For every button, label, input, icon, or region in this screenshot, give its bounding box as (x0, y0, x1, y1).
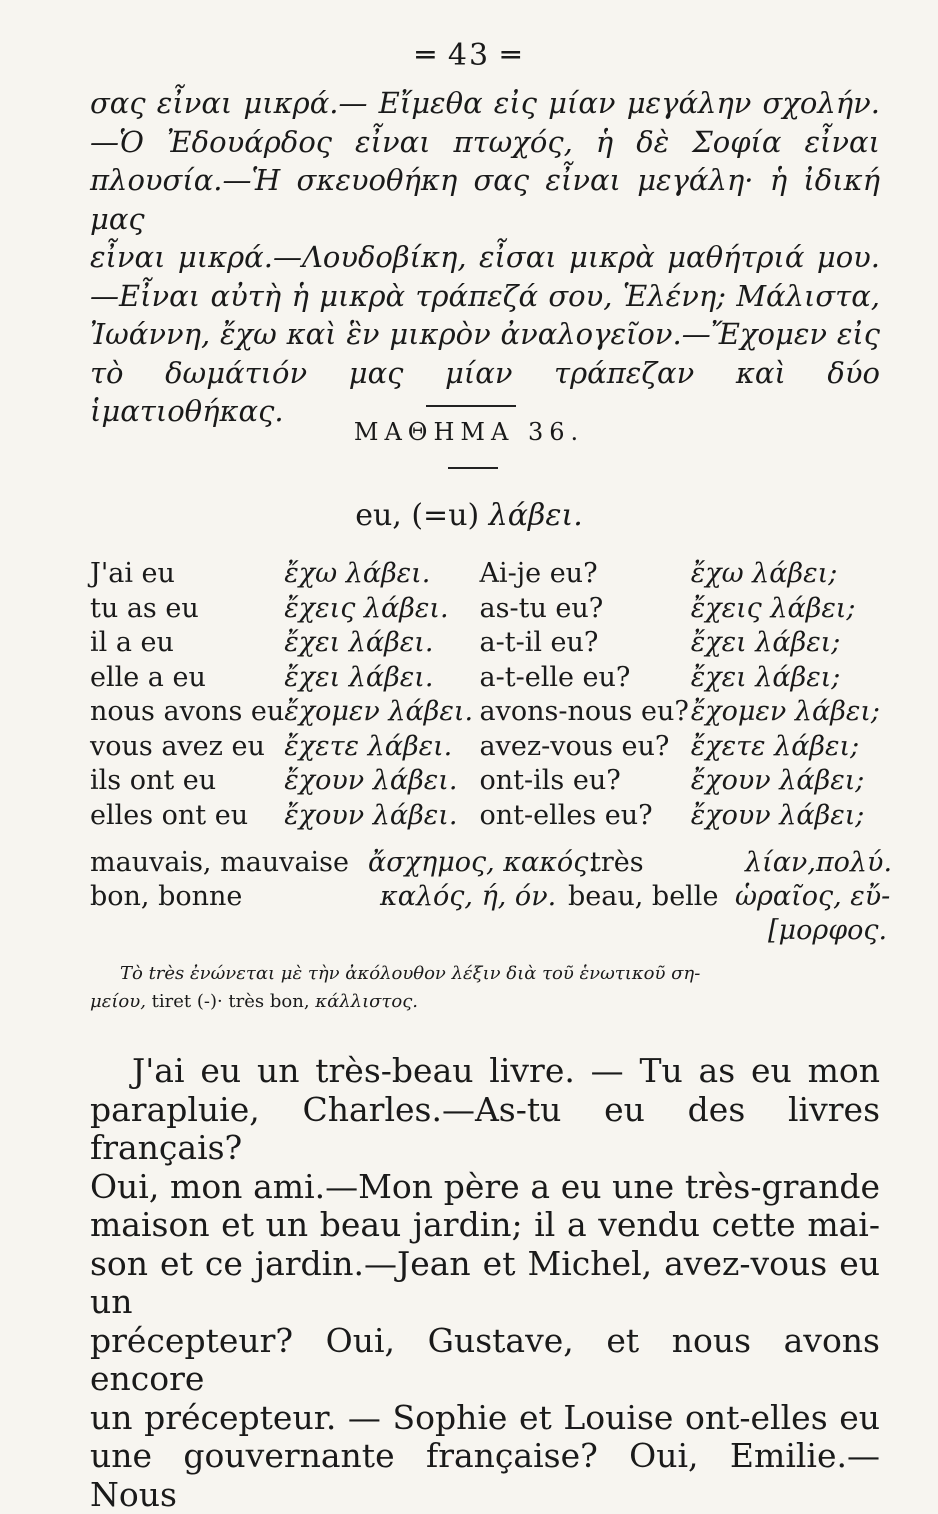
vocabulary-list (90, 846, 893, 948)
greek-form: ἔχει λάβει. (284, 661, 434, 693)
footnote-text: μείου, (90, 991, 146, 1012)
vocab-greek: ὡραῖος, εὔ- (735, 881, 891, 912)
vocabulary-row (90, 846, 893, 880)
french-question: ont-ils eu? (479, 765, 621, 796)
lesson-sound: eu, (=u) (355, 498, 480, 533)
greek-line: σας εἶναι μικρά.— Εἴμεθα εἰς μίαν μεγάλην σχολήν. (90, 86, 880, 120)
french-question: Ai-je eu? (479, 558, 598, 589)
vocab-greek: καλός, ή, όν. (380, 881, 557, 912)
exercise-line: Oui, mon ami.—Mon père a eu une très-grande (90, 1166, 880, 1206)
french-form: nous avons eu (90, 696, 285, 727)
vocab-french: bon, bonne (90, 881, 243, 912)
exercise-line: parapluie, Charles.—As-tu eu des livres français? (90, 1089, 880, 1167)
greek-question: ἔχετε λάβει; (690, 730, 860, 762)
greek-line: —Ὁ Ἐδουάρδος εἶναι πτωχός, ἡ δὲ Σοφία εἶναι (90, 124, 880, 159)
french-form: il a eu (90, 627, 174, 658)
exercise-line: J'ai eu un très-beau livre. — Tu as eu mon (132, 1051, 880, 1090)
exercise-line: une gouvernante française? Oui, Emilie.—Nous (90, 1436, 880, 1514)
greek-form: ἔχω λάβει. (284, 558, 431, 589)
french-question: a-t-elle eu? (479, 661, 631, 693)
footnote-line (90, 960, 880, 988)
vocab-french: beau, belle (568, 881, 719, 912)
french-form: J'ai eu (90, 558, 175, 589)
lesson-greek: λάβει. (488, 498, 583, 533)
greek-question: ἔχει λάβει; (690, 661, 841, 693)
french-question: avons-nous eu? (479, 696, 689, 727)
vocab-greek: ἄσχημος, κακός. (368, 847, 597, 878)
greek-form: ἔχουν λάβει. (284, 799, 458, 831)
greek-form: ἔχει λάβει. (284, 627, 434, 658)
vocab-french: très (590, 847, 644, 878)
french-form: tu as eu (90, 592, 199, 624)
vocab-greek: [μορφος. (768, 915, 888, 946)
conjugation-table (90, 558, 880, 834)
greek-line: Ἰωάννη, ἔχω καὶ ἓν μικρὸν ἀναλογεῖον.—Ἔχομεν εἰς (90, 317, 880, 351)
exercise-line: maison et un beau jardin; il a vendu cette mai- (90, 1205, 880, 1244)
lesson-title: ΜΑΘΗΜΑ 36. (353, 418, 585, 446)
conjugation-row (90, 765, 880, 800)
greek-exercise-paragraph (90, 84, 880, 431)
greek-question: ἔχουν λάβει; (690, 765, 865, 796)
page-number-dash-right: ═ (490, 38, 522, 73)
french-form: elle a eu (90, 661, 206, 693)
vocabulary-row (90, 914, 888, 948)
conjugation-row (90, 558, 880, 593)
french-form: elles ont eu (90, 799, 249, 831)
greek-line: πλουσία.—Ἡ σκευοθήκη σας εἶναι μεγάλη· ἡ ἰδική μας (90, 163, 880, 236)
greek-line: εἶναι μικρά.—Λουδοβίκη, εἶσαι μικρὰ μαθήτριά μου. (90, 240, 880, 274)
title-divider (448, 467, 498, 469)
greek-form: ἔχουν λάβει. (284, 765, 458, 796)
conjugation-row (90, 593, 880, 628)
page-number-dash-left: ═ (416, 38, 448, 73)
french-question: ont-elles eu? (479, 799, 653, 831)
french-question: as-tu eu? (479, 592, 604, 624)
footnote-text: Τὸ très ἐνώνεται μὲ τὴν ἀκόλουθον λέξιν διὰ τοῦ ἑνωτικοῦ ση- (120, 963, 701, 984)
french-exercise-paragraph (90, 1052, 880, 1514)
section-divider (426, 405, 516, 407)
greek-question: ἔχεις λάβει; (690, 592, 856, 624)
greek-question: ἔχουν λάβει; (690, 799, 865, 831)
exercise-line: un précepteur. — Sophie et Louise ont-elles eu (90, 1397, 880, 1437)
french-form: vous avez eu (90, 730, 265, 762)
vocab-greek: λίαν,πολύ. (745, 847, 893, 878)
conjugation-row (90, 731, 880, 766)
french-question: a-t-il eu? (479, 627, 599, 658)
french-form: ils ont eu (90, 765, 217, 796)
lesson-subtitle (0, 498, 938, 533)
french-question: avez-vous eu? (479, 730, 670, 762)
greek-question: ἔχει λάβει; (690, 627, 841, 658)
greek-line: —Εἶναι αὐτὴ ἡ μικρὰ τράπεζά σου, Ἑλένη; Μάλιστα, (90, 278, 880, 313)
greek-line: τὸ δωμάτιόν μας μίαν τράπεζαν καὶ δύο ἱματιοθήκας. (90, 355, 880, 428)
footnote-line (90, 988, 880, 1016)
greek-question: ἔχω λάβει; (690, 558, 838, 589)
greek-form: ἔχετε λάβει. (284, 730, 453, 762)
page-number-value: 43 (447, 38, 491, 73)
footnote-french: tiret (-)· très bon, (151, 991, 310, 1012)
footnote-greek: κάλλιστος. (315, 991, 419, 1012)
footnote (90, 960, 880, 1016)
conjugation-row (90, 662, 880, 697)
greek-form: ἔχομεν λάβει. (284, 696, 474, 727)
page-number (0, 38, 938, 73)
greek-form: ἔχεις λάβει. (284, 592, 449, 624)
exercise-line: précepteur? Oui, Gustave, et nous avons encore (90, 1320, 880, 1398)
conjugation-row (90, 696, 880, 731)
greek-question: ἔχομεν λάβει; (690, 696, 880, 727)
vocabulary-row (90, 880, 891, 914)
conjugation-row (90, 800, 880, 835)
exercise-line: son et ce jardin.—Jean et Michel, avez-vous eu un (90, 1243, 880, 1321)
vocab-french: mauvais, mauvaise (90, 847, 350, 878)
conjugation-row (90, 627, 880, 662)
